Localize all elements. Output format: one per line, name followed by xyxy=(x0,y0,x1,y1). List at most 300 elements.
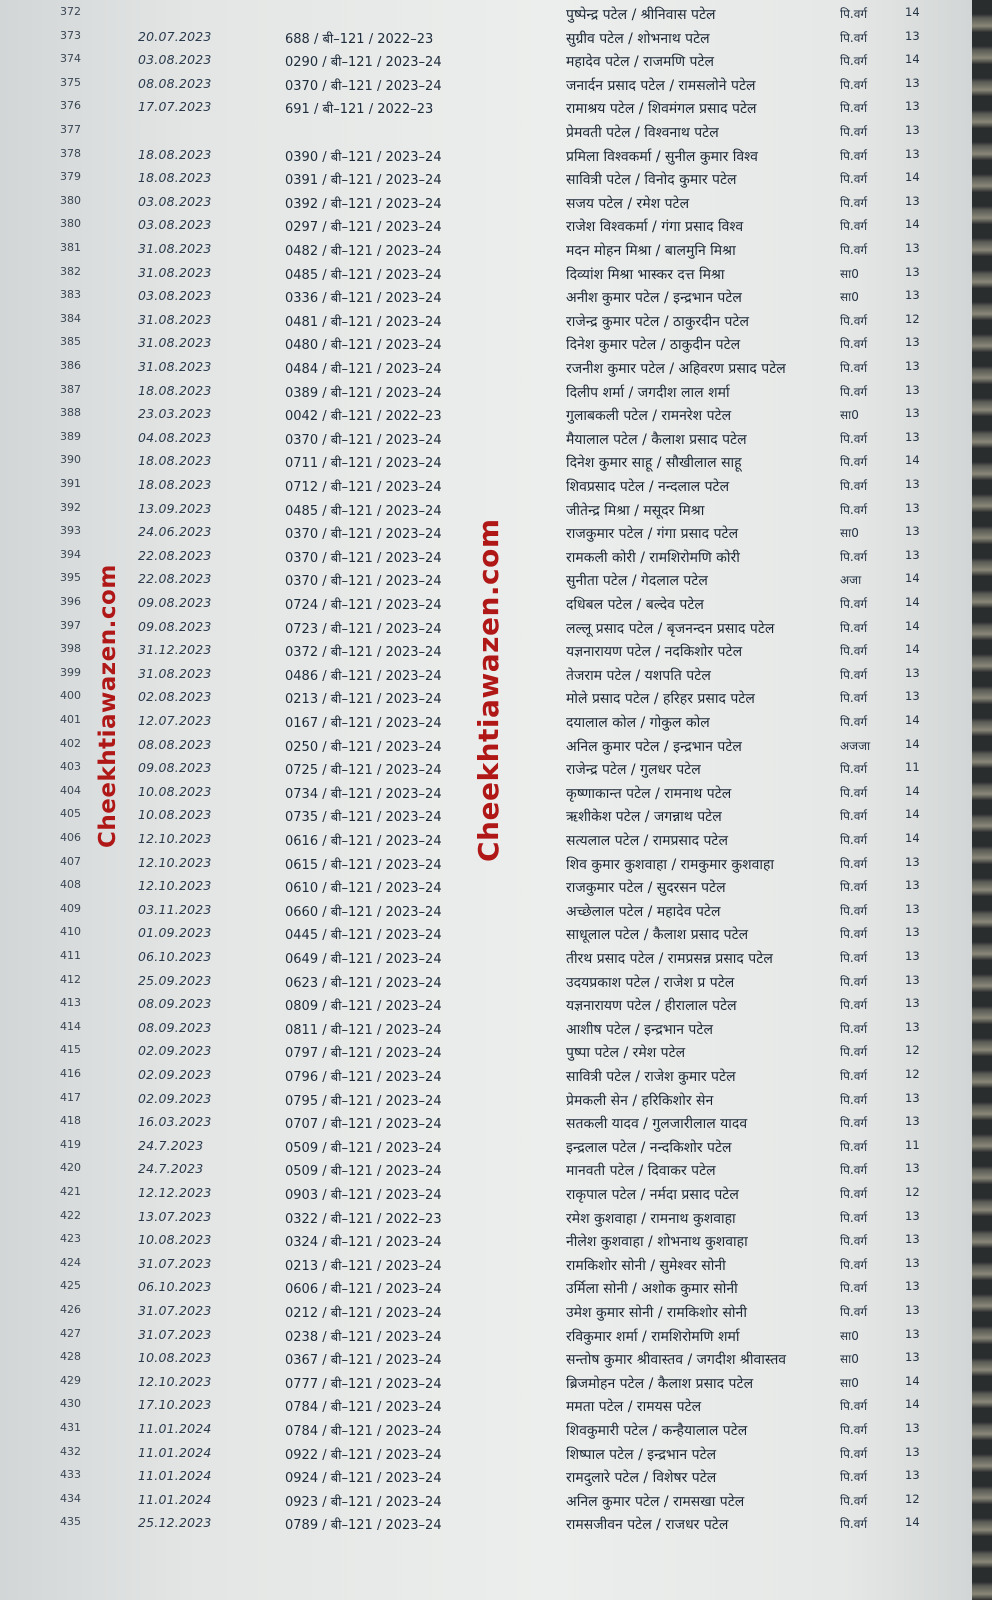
age-cell: 13 xyxy=(905,146,920,161)
serial-number: 399 xyxy=(60,665,81,679)
serial-number: 416 xyxy=(60,1067,81,1080)
age-cell: 12 xyxy=(905,1043,920,1058)
category-cell: पि.वर्ग xyxy=(840,998,868,1013)
file-number-cell: 0336 / बी–121 / 2023–24 xyxy=(285,291,442,307)
category-cell: पि.वर्ग xyxy=(840,856,868,871)
table-row xyxy=(0,1512,972,1535)
file-number-cell: 0250 / बी–121 / 2023–24 xyxy=(285,739,442,755)
category-cell: पि.वर्ग xyxy=(840,1021,868,1036)
name-cell: रामदुलारे पटेल / विशेषर पटेल xyxy=(566,1470,717,1487)
date-cell: 24.7.2023 xyxy=(138,1137,204,1153)
serial-number: 411 xyxy=(60,949,81,962)
age-cell: 14 xyxy=(905,618,920,633)
age-cell: 13 xyxy=(905,901,920,916)
date-cell: 31.08.2023 xyxy=(138,359,212,374)
file-number-cell: 0370 / बी–121 / 2023–24 xyxy=(285,550,442,566)
age-cell: 13 xyxy=(905,1326,920,1341)
file-number-cell: 0238 / बी–121 / 2023–24 xyxy=(285,1329,442,1345)
table-row xyxy=(0,214,972,237)
serial-number: 383 xyxy=(60,288,81,302)
table-row xyxy=(0,1300,972,1323)
serial-number: 426 xyxy=(60,1303,81,1316)
age-cell: 13 xyxy=(905,241,920,255)
name-cell: रजनीश कुमार पटेल / अहिवरण प्रसाद पटेल xyxy=(566,361,786,377)
age-cell: 13 xyxy=(905,524,920,539)
age-cell: 14 xyxy=(905,642,920,657)
serial-number: 425 xyxy=(60,1279,81,1293)
name-cell: अनीश कुमार पटेल / इन्द्रभान पटेल xyxy=(566,290,742,307)
age-cell: 13 xyxy=(905,1468,920,1483)
serial-number: 392 xyxy=(60,500,81,514)
date-cell: 20.07.2023 xyxy=(138,28,212,44)
age-cell: 14 xyxy=(905,713,920,727)
name-cell: प्रमिला विश्वकर्मा / सुनील कुमार विश्व xyxy=(566,148,758,165)
age-cell: 14 xyxy=(905,453,920,468)
name-cell: पुष्पेन्द्र पटेल / श्रीनिवास पटेल xyxy=(566,7,716,23)
date-cell: 10.08.2023 xyxy=(138,807,212,823)
serial-number: 423 xyxy=(60,1232,81,1246)
table-row xyxy=(0,1135,972,1158)
category-cell: पि.वर्ग xyxy=(840,1092,868,1107)
table-row xyxy=(0,1206,972,1229)
name-cell: सजय पटेल / रमेश पटेल xyxy=(566,195,690,212)
serial-number: 380 xyxy=(60,217,81,231)
age-cell: 13 xyxy=(905,854,920,869)
category-cell: पि.वर्ग xyxy=(840,620,868,635)
category-cell: पि.वर्ग xyxy=(840,1163,868,1178)
name-cell: शिवप्रसाद पटेल / नन्दलाल पटेल xyxy=(566,479,730,495)
category-cell: पि.वर्ग xyxy=(840,313,868,328)
age-cell: 13 xyxy=(905,689,920,704)
category-cell: पि.वर्ग xyxy=(840,809,868,824)
serial-number: 375 xyxy=(60,75,81,89)
age-cell: 14 xyxy=(905,595,920,609)
serial-number: 413 xyxy=(60,996,81,1010)
date-cell: 25.09.2023 xyxy=(138,972,212,988)
date-cell: 18.08.2023 xyxy=(138,146,212,162)
file-number-cell: 0480 / बी–121 / 2023–24 xyxy=(285,338,442,354)
serial-number: 398 xyxy=(60,642,81,656)
age-cell: 14 xyxy=(905,1515,920,1530)
table-row xyxy=(0,1276,972,1299)
file-number-cell: 0481 / बी–121 / 2023–24 xyxy=(285,314,442,330)
serial-number: 404 xyxy=(60,783,81,797)
age-cell: 11 xyxy=(905,1137,920,1152)
category-cell: पि.वर्ग xyxy=(840,337,868,352)
name-cell: दिव्यांश मिश्रा भास्कर दत्त मिश्रा xyxy=(566,266,725,283)
serial-number: 374 xyxy=(60,52,81,66)
category-cell: पि.वर्ग xyxy=(840,974,868,989)
age-cell: 13 xyxy=(905,264,920,279)
category-cell: पि.वर्ग xyxy=(840,1139,868,1154)
file-number-cell: 0615 / बी–121 / 2023–24 xyxy=(285,857,442,873)
file-number-cell: 0370 / बी–121 / 2023–24 xyxy=(285,432,442,448)
date-cell: 03.08.2023 xyxy=(138,288,212,304)
name-cell: शिष्पाल पटेल / इन्द्रभान पटेल xyxy=(566,1446,717,1463)
category-cell: अजजा xyxy=(840,738,871,753)
date-cell: 22.08.2023 xyxy=(138,571,212,587)
serial-number: 407 xyxy=(60,854,81,868)
name-cell: राजकुमार पटेल / सुदरसन पटेल xyxy=(566,880,726,897)
name-cell: राजेन्द्र पटेल / गुलधर पटेल xyxy=(566,762,701,779)
category-cell: पि.वर्ग xyxy=(840,1234,868,1249)
date-cell: 31.08.2023 xyxy=(138,665,212,681)
name-cell: लल्लू प्रसाद पटेल / बृजनन्दन प्रसाद पटेल xyxy=(566,620,775,637)
name-cell: प्रेमकली सेन / हरिकिशोर सेन xyxy=(566,1092,714,1109)
table-row xyxy=(0,380,972,403)
age-cell: 14 xyxy=(905,170,920,185)
table-row xyxy=(0,1158,972,1181)
date-cell: 11.01.2024 xyxy=(138,1491,212,1507)
file-number-cell: 0213 / बी–121 / 2023–24 xyxy=(285,692,442,708)
age-cell: 13 xyxy=(905,1208,920,1223)
name-cell: मानवती पटेल / दिवाकर पटेल xyxy=(566,1163,716,1180)
file-number-cell: 0167 / बी–121 / 2023–24 xyxy=(285,716,442,731)
category-cell: सा0 xyxy=(840,408,859,423)
name-cell: रामकिशोर सोनी / सुमेश्वर सोनी xyxy=(566,1257,726,1274)
serial-number: 389 xyxy=(60,429,81,443)
table-row xyxy=(0,1253,972,1276)
name-cell: यज्ञनारायण पटेल / नदकिशोर पटेल xyxy=(566,644,743,661)
category-cell: पि.वर्ग xyxy=(840,148,868,163)
date-cell: 11.01.2024 xyxy=(138,1444,212,1460)
age-cell: 13 xyxy=(905,949,920,963)
date-cell: 12.10.2023 xyxy=(138,1373,212,1389)
file-number-cell: 0796 / बी–121 / 2023–24 xyxy=(285,1070,442,1085)
table-row xyxy=(0,1371,972,1394)
table-row xyxy=(0,120,972,143)
name-cell: रामकली कोरी / रामशिरोमणि कोरी xyxy=(566,549,740,566)
category-cell: पि.वर्ग xyxy=(840,172,868,187)
category-cell: अजा xyxy=(840,573,862,588)
file-number-cell: 0484 / बी–121 / 2023–24 xyxy=(285,362,442,377)
file-number-cell: 0389 / बी–121 / 2023–24 xyxy=(285,385,442,401)
category-cell: सा0 xyxy=(840,1328,859,1343)
serial-number: 428 xyxy=(60,1350,81,1364)
category-cell: पि.वर्ग xyxy=(840,1493,868,1508)
file-number-cell: 0707 / बी–121 / 2023–24 xyxy=(285,1117,442,1133)
serial-number: 388 xyxy=(60,406,81,420)
name-cell: आशीष पटेल / इन्द्रभान पटेल xyxy=(566,1021,713,1038)
table-row xyxy=(0,144,972,167)
age-cell: 13 xyxy=(905,75,920,90)
category-cell: पि.वर्ग xyxy=(840,125,868,139)
date-cell: 13.07.2023 xyxy=(138,1208,212,1224)
category-cell: पि.वर्ग xyxy=(840,549,868,564)
date-cell: 31.08.2023 xyxy=(138,335,212,351)
category-cell: पि.वर्ग xyxy=(840,951,868,965)
name-cell: जनार्दन प्रसाद पटेल / रामसलोने पटेल xyxy=(566,77,756,94)
name-cell: राजेश विश्वकर्मा / गंगा प्रसाद विश्व xyxy=(566,219,744,236)
name-cell: रमेश कुशवाहा / रामनाथ कुशवाहा xyxy=(566,1210,736,1227)
file-number-cell: 0712 / बी–121 / 2023–24 xyxy=(285,480,442,495)
date-cell: 12.10.2023 xyxy=(138,831,212,846)
age-cell: 13 xyxy=(905,406,920,421)
name-cell: राकृपाल पटेल / नर्मदा प्रसाद पटेल xyxy=(566,1187,739,1203)
file-number-cell: 0290 / बी–121 / 2023–24 xyxy=(285,55,442,71)
age-cell: 13 xyxy=(905,925,920,940)
file-number-cell: 0509 / बी–121 / 2023–24 xyxy=(285,1164,442,1180)
file-number-cell: 0616 / बी–121 / 2023–24 xyxy=(285,834,442,849)
file-number-cell: 0322 / बी–121 / 2022–23 xyxy=(285,1211,442,1227)
name-cell: कृष्णाकान्त पटेल / रामनाथ पटेल xyxy=(566,785,732,802)
category-cell: सा0 xyxy=(840,1375,859,1390)
category-cell: पि.वर्ग xyxy=(840,1045,868,1060)
serial-number: 408 xyxy=(60,878,81,892)
serial-number: 381 xyxy=(60,241,81,254)
date-cell: 12.10.2023 xyxy=(138,854,212,870)
file-number-cell: 0711 / बी–121 / 2023–24 xyxy=(285,456,442,472)
age-cell: 14 xyxy=(905,5,920,19)
name-cell: साधूलाल पटेल / कैलाश प्रसाद पटेल xyxy=(566,927,749,944)
file-number-cell: 0391 / बी–121 / 2023–24 xyxy=(285,173,442,189)
age-cell: 13 xyxy=(905,477,920,491)
name-cell: सावित्री पटेल / विनोद कुमार पटेल xyxy=(566,172,737,189)
date-cell: 25.12.2023 xyxy=(138,1515,212,1531)
date-cell: 10.08.2023 xyxy=(138,783,212,799)
name-cell: सुनीता पटेल / गेदलाल पटेल xyxy=(566,573,708,590)
file-number-cell: 0795 / बी–121 / 2023–24 xyxy=(285,1093,442,1109)
serial-number: 432 xyxy=(60,1444,81,1458)
file-number-cell: 0789 / बी–121 / 2023–24 xyxy=(285,1518,442,1534)
table-row xyxy=(0,26,972,49)
date-cell: 09.08.2023 xyxy=(138,618,212,634)
age-cell: 13 xyxy=(905,335,920,350)
file-number-cell: 0485 / बी–121 / 2023–24 xyxy=(285,503,442,519)
category-cell: पि.वर्ग xyxy=(840,762,868,777)
serial-number: 403 xyxy=(60,760,81,774)
serial-number: 394 xyxy=(60,547,81,561)
file-number-cell: 0724 / बी–121 / 2023–24 xyxy=(285,598,442,613)
name-cell: पुष्पा पटेल / रमेश पटेल xyxy=(566,1045,686,1062)
age-cell: 14 xyxy=(905,1373,920,1388)
category-cell: पि.वर्ग xyxy=(840,903,868,918)
name-cell: इन्द्रलाल पटेल / नन्दकिशोर पटेल xyxy=(566,1139,732,1156)
serial-number: 395 xyxy=(60,571,81,585)
file-number-cell: 0392 / बी–121 / 2023–24 xyxy=(285,196,442,212)
table-row xyxy=(0,450,972,473)
category-cell: पि.वर्ग xyxy=(840,1423,868,1437)
age-cell: 13 xyxy=(905,1303,920,1317)
table-row xyxy=(0,167,972,190)
age-cell: 13 xyxy=(905,1114,920,1129)
name-cell: सावित्री पटेल / राजेश कुमार पटेल xyxy=(566,1069,736,1085)
file-number-cell: 0390 / बी–121 / 2023–24 xyxy=(285,149,442,165)
age-cell: 13 xyxy=(905,1255,920,1270)
date-cell: 18.08.2023 xyxy=(138,382,212,398)
name-cell: प्रेमवती पटेल / विश्वनाथ पटेल xyxy=(566,125,719,141)
date-cell: 12.10.2023 xyxy=(138,878,212,894)
category-cell: पि.वर्ग xyxy=(840,1257,868,1272)
file-number-cell: 0509 / बी–121 / 2023–24 xyxy=(285,1140,442,1156)
file-number-cell: 688 / बी–121 / 2022–23 xyxy=(285,31,434,47)
table-row xyxy=(0,427,972,450)
name-cell: ऋशीकेश पटेल / जगन्नाथ पटेल xyxy=(566,809,722,826)
date-cell: 08.09.2023 xyxy=(138,1019,212,1035)
serial-number: 402 xyxy=(60,736,81,750)
date-cell: 31.08.2023 xyxy=(138,241,212,256)
file-number-cell: 0297 / बी–121 / 2023–24 xyxy=(285,220,442,236)
name-cell: जीतेन्द्र मिश्रा / मसूदर मिश्रा xyxy=(566,502,705,519)
table-row xyxy=(0,49,972,72)
age-cell: 13 xyxy=(905,547,920,562)
serial-number: 391 xyxy=(60,477,81,490)
name-cell: मैयालाल पटेल / कैलाश प्रसाद पटेल xyxy=(566,431,747,448)
category-cell: पि.वर्ग xyxy=(840,927,868,942)
category-cell: पि.वर्ग xyxy=(840,1399,868,1414)
name-cell: सत्यलाल पटेल / रामप्रसाद पटेल xyxy=(566,833,728,849)
file-number-cell: 0482 / बी–121 / 2023–24 xyxy=(285,244,442,259)
serial-number: 435 xyxy=(60,1515,81,1529)
table-row xyxy=(0,356,972,379)
age-cell: 13 xyxy=(905,1279,920,1294)
category-cell: पि.वर्ग xyxy=(840,195,868,210)
age-cell: 12 xyxy=(905,1185,920,1199)
table-row xyxy=(0,285,972,308)
table-row xyxy=(0,238,972,261)
table-row xyxy=(0,2,972,25)
category-cell: पि.वर्ग xyxy=(840,1116,868,1131)
name-cell: अनिल कुमार पटेल / रामसखा पटेल xyxy=(566,1493,745,1510)
serial-number: 420 xyxy=(60,1161,81,1175)
age-cell: 13 xyxy=(905,972,920,987)
date-cell: 06.10.2023 xyxy=(138,1279,212,1295)
serial-number: 390 xyxy=(60,453,81,467)
serial-number: 418 xyxy=(60,1114,81,1128)
file-number-cell: 0784 / बी–121 / 2023–24 xyxy=(285,1424,442,1439)
watermark-left: Cheekhtiawazen.com xyxy=(95,564,121,848)
serial-number: 385 xyxy=(60,335,81,349)
category-cell: सा0 xyxy=(840,526,859,541)
date-cell: 03.08.2023 xyxy=(138,52,212,68)
date-cell: 18.08.2023 xyxy=(138,477,212,492)
file-number-cell: 0213 / बी–121 / 2023–24 xyxy=(285,1258,442,1274)
category-cell: पि.वर्ग xyxy=(840,785,868,800)
category-cell: पि.वर्ग xyxy=(840,384,868,399)
file-number-cell: 0367 / बी–121 / 2023–24 xyxy=(285,1353,442,1369)
age-cell: 13 xyxy=(905,28,920,43)
date-cell: 02.09.2023 xyxy=(138,1067,212,1082)
date-cell: 31.07.2023 xyxy=(138,1303,212,1318)
age-cell: 11 xyxy=(905,760,920,775)
serial-number: 429 xyxy=(60,1373,81,1387)
file-number-cell: 691 / बी–121 / 2022–23 xyxy=(285,102,434,118)
name-cell: रविकुमार शर्मा / रामशिरोमणि शर्मा xyxy=(566,1328,740,1345)
name-cell: राजेन्द्र कुमार पटेल / ठाकुरदीन पटेल xyxy=(566,313,750,330)
file-number-cell: 0809 / बी–121 / 2023–24 xyxy=(285,999,442,1015)
category-cell: पि.वर्ग xyxy=(840,833,868,847)
name-cell: मोले प्रसाद पटेल / हरिहर प्रसाद पटेल xyxy=(566,691,755,708)
serial-number: 431 xyxy=(60,1421,81,1434)
age-cell: 14 xyxy=(905,52,920,67)
category-cell: सा0 xyxy=(840,266,859,281)
file-number-cell: 0660 / बी–121 / 2023–24 xyxy=(285,904,442,920)
file-number-cell: 0735 / बी–121 / 2023–24 xyxy=(285,810,442,826)
date-cell: 08.08.2023 xyxy=(138,75,212,91)
date-cell: 02.09.2023 xyxy=(138,1043,212,1059)
serial-number: 434 xyxy=(60,1491,81,1505)
category-cell: पि.वर्ग xyxy=(840,243,868,257)
age-cell: 14 xyxy=(905,571,920,586)
age-cell: 13 xyxy=(905,878,920,893)
file-number-cell: 0734 / बी–121 / 2023–24 xyxy=(285,786,442,802)
date-cell: 12.12.2023 xyxy=(138,1185,212,1200)
table-row xyxy=(0,73,972,96)
serial-number: 387 xyxy=(60,382,81,396)
date-cell: 23.03.2023 xyxy=(138,406,212,422)
serial-number: 419 xyxy=(60,1137,81,1151)
category-cell: पि.वर्ग xyxy=(840,54,868,69)
name-cell: यज्ञनारायण पटेल / हीरालाल पटेल xyxy=(566,998,737,1015)
date-cell: 24.7.2023 xyxy=(138,1161,204,1177)
file-number-cell: 0212 / बी–121 / 2023–24 xyxy=(285,1306,442,1321)
serial-number: 384 xyxy=(60,311,81,325)
age-cell: 13 xyxy=(905,996,920,1011)
age-cell: 14 xyxy=(905,217,920,232)
file-number-cell: 0370 / बी–121 / 2023–24 xyxy=(285,527,442,543)
name-cell: ब्रिजमोहन पटेल / कैलाश प्रसाद पटेल xyxy=(566,1375,754,1392)
file-number-cell: 0324 / बी–121 / 2023–24 xyxy=(285,1235,442,1251)
serial-number: 427 xyxy=(60,1326,81,1340)
file-number-cell: 0372 / बी–121 / 2023–24 xyxy=(285,645,442,661)
table-row xyxy=(0,1040,972,1063)
name-cell: दयालाल कोल / गोकुल कोल xyxy=(566,715,710,731)
file-number-cell: 0797 / बी–121 / 2023–24 xyxy=(285,1046,442,1062)
serial-number: 401 xyxy=(60,713,81,726)
table-row xyxy=(0,970,972,993)
date-cell: 08.08.2023 xyxy=(138,736,212,752)
name-cell: सुग्रीव पटेल / शोभनाथ पटेल xyxy=(566,30,710,47)
name-cell: उमेश कुमार सोनी / रामकिशोर सोनी xyxy=(566,1305,747,1321)
name-cell: राजकुमार पटेल / गंगा प्रसाद पटेल xyxy=(566,526,739,543)
age-cell: 14 xyxy=(905,831,920,845)
serial-number: 430 xyxy=(60,1397,81,1411)
serial-number: 372 xyxy=(60,5,81,18)
date-cell: 18.08.2023 xyxy=(138,170,212,186)
serial-number: 379 xyxy=(60,170,81,184)
date-cell: 10.08.2023 xyxy=(138,1232,212,1248)
name-cell: रामाश्रय पटेल / शिवमंगल प्रसाद पटेल xyxy=(566,101,757,118)
age-cell: 12 xyxy=(905,1491,920,1506)
name-cell: शिवकुमारी पटेल / कन्हैयालाल पटेल xyxy=(566,1423,748,1439)
table-row xyxy=(0,309,972,332)
category-cell: पि.वर्ग xyxy=(840,361,868,375)
category-cell: पि.वर्ग xyxy=(840,1446,868,1461)
table-row xyxy=(0,1489,972,1512)
name-cell: तेजराम पटेल / यशपति पटेल xyxy=(566,667,711,684)
age-cell: 13 xyxy=(905,1444,920,1459)
category-cell: पि.वर्ग xyxy=(840,1470,868,1485)
file-number-cell: 0784 / बी–121 / 2023–24 xyxy=(285,1400,442,1416)
category-cell: पि.वर्ग xyxy=(840,101,868,116)
serial-number: 393 xyxy=(60,524,81,538)
table-row xyxy=(0,1465,972,1488)
serial-number: 409 xyxy=(60,901,81,915)
file-number-cell: 0623 / बी–121 / 2023–24 xyxy=(285,975,442,991)
age-cell: 14 xyxy=(905,807,920,822)
category-cell: पि.वर्ग xyxy=(840,644,868,659)
date-cell: 02.09.2023 xyxy=(138,1090,212,1106)
serial-number: 415 xyxy=(60,1043,81,1057)
serial-number: 433 xyxy=(60,1468,81,1482)
date-cell: 08.09.2023 xyxy=(138,996,212,1012)
name-cell: उदयप्रकाश पटेल / राजेश प्र पटेल xyxy=(566,974,735,991)
name-cell: अनिल कुमार पटेल / इन्द्रभान पटेल xyxy=(566,738,742,755)
name-cell: दिलीप शर्मा / जगदीश लाल शर्मा xyxy=(566,384,730,401)
table-row xyxy=(0,922,972,945)
category-cell: पि.वर्ग xyxy=(840,667,868,682)
date-cell: 31.08.2023 xyxy=(138,264,212,280)
